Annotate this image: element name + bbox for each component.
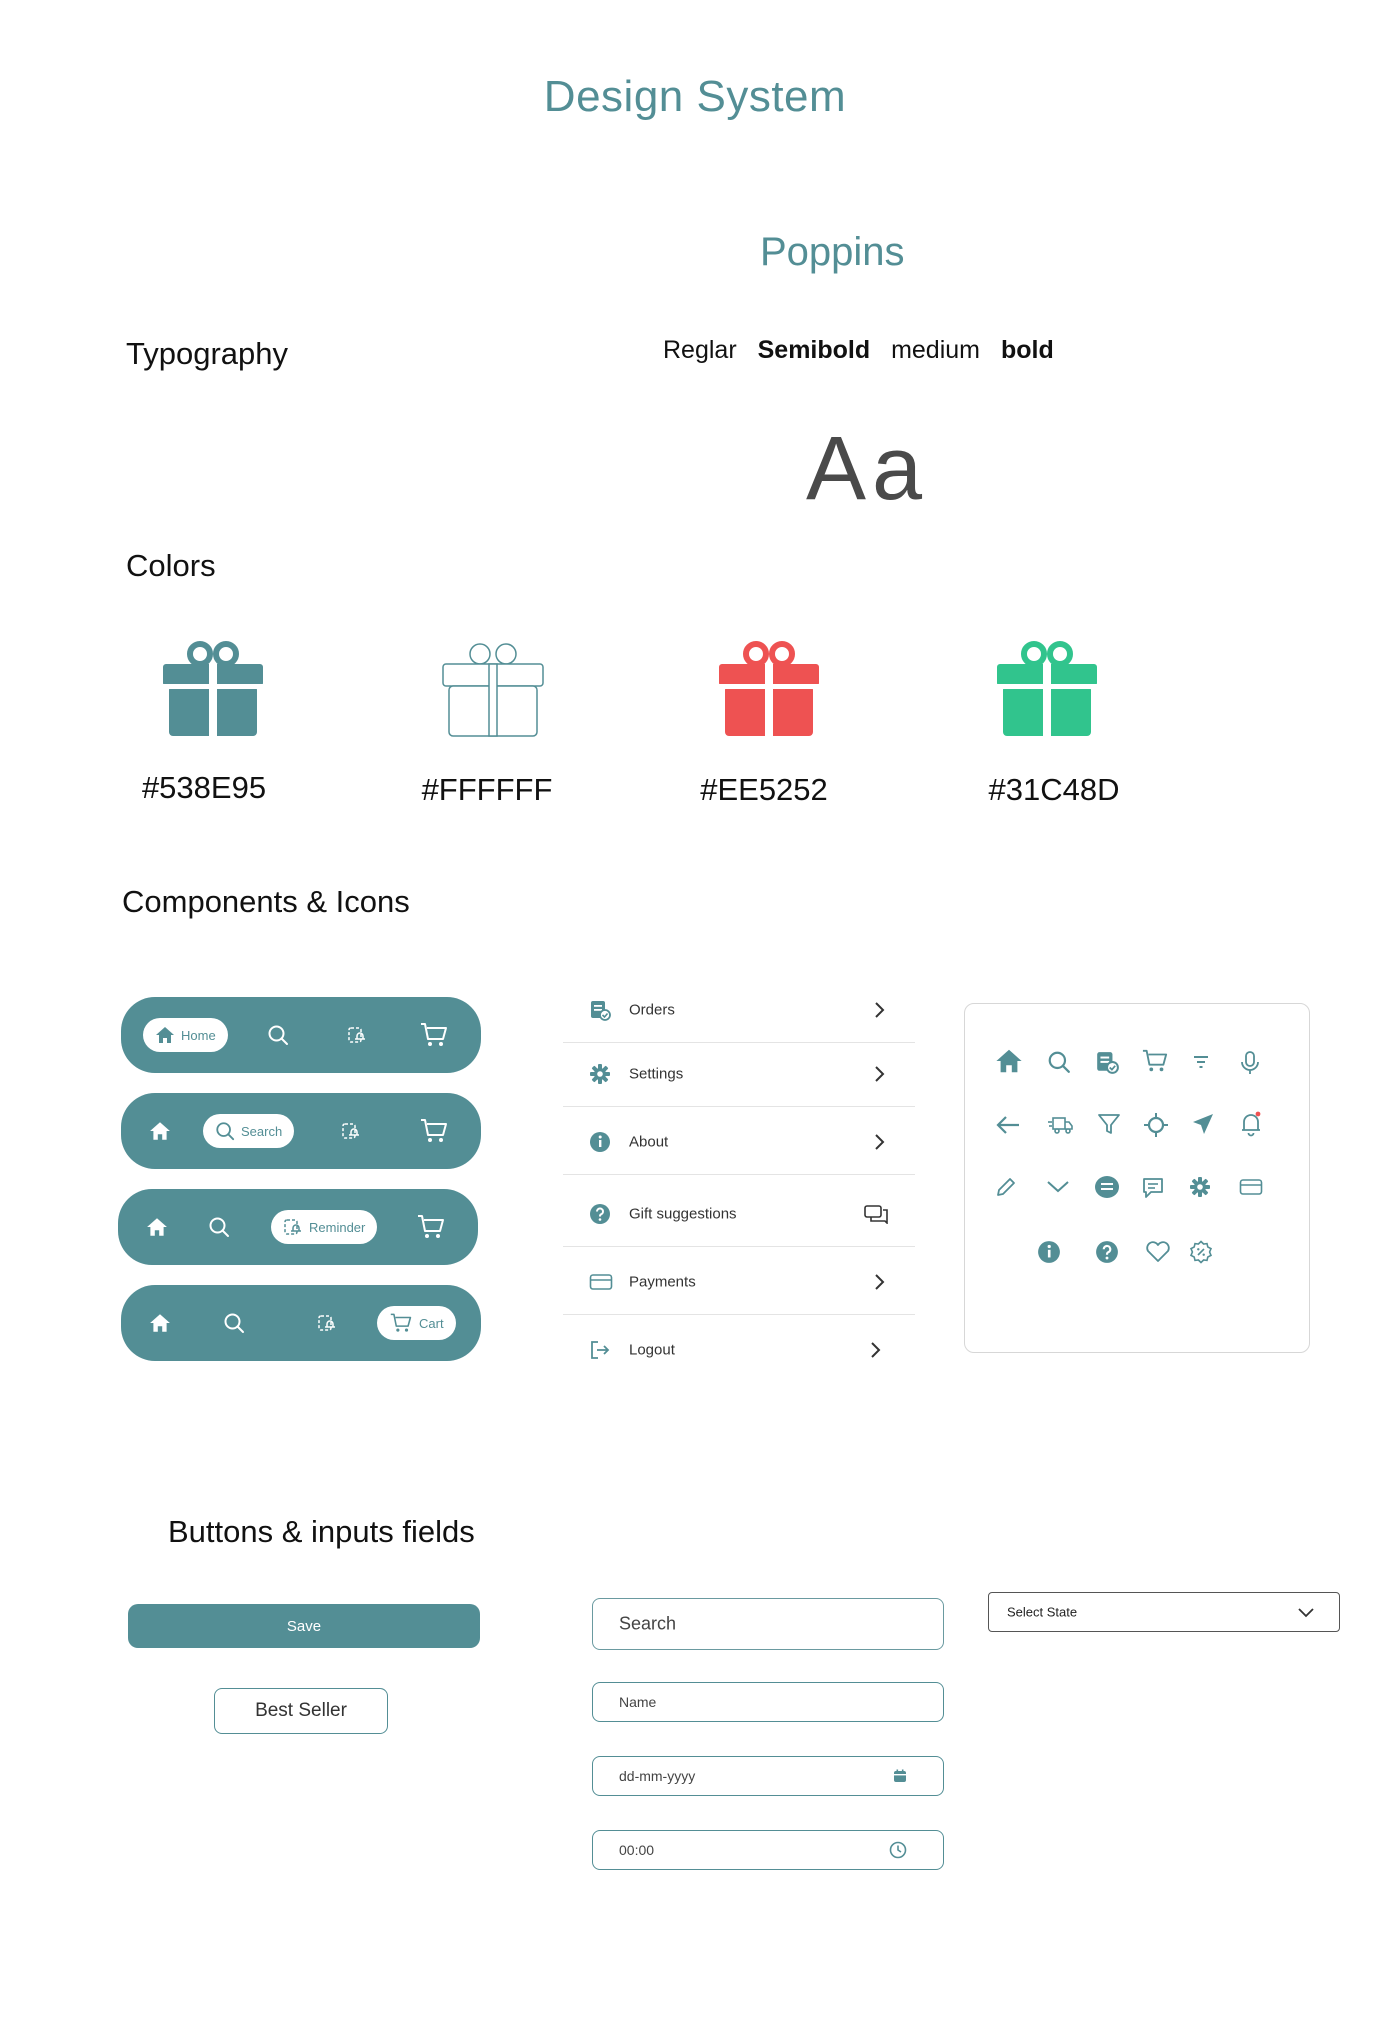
save-button[interactable]: Save [128,1604,480,1648]
nav-reminder-tab[interactable] [271,1210,377,1244]
nav-search-tab[interactable] [208,1216,230,1238]
weight-bold: bold [1000,336,1054,364]
menu-item-label: About [629,1133,669,1151]
date-field[interactable] [592,1756,944,1796]
nav-reminder-tab[interactable] [317,1313,337,1333]
chevron-right-icon [873,1065,885,1083]
gift-icon [438,640,548,740]
nav-reminder-tab[interactable] [347,1025,367,1045]
icon-set-panel [964,1003,1310,1353]
page-title: Design System [543,72,847,121]
weight-regular: Reglar [663,336,737,364]
typography-heading: Typography [126,336,288,371]
forms-heading: Buttons & inputs fields [168,1514,475,1549]
cart-icon [389,1312,413,1334]
reminder-icon [347,1025,367,1045]
delivery-truck-icon [1047,1114,1075,1142]
chevron-down-icon [1297,1606,1315,1618]
color-hex-label: #31C48D [988,772,1120,807]
search-input[interactable] [592,1598,944,1650]
bottom-nav-home-active [121,997,481,1073]
orders-icon [589,999,611,1021]
discount-badge-icon [1189,1240,1217,1268]
menu-item-label: Gift suggestions [629,1205,737,1223]
colors-heading: Colors [126,548,216,583]
search-icon [223,1312,245,1334]
search-icon [215,1121,235,1141]
time-field[interactable] [592,1830,944,1870]
chevron-right-icon [873,1133,885,1151]
type-sample: Aa [806,419,929,519]
home-icon [149,1313,171,1333]
nav-cart-tab[interactable] [377,1306,456,1340]
search-placeholder: Search [619,1613,677,1634]
nav-home-tab[interactable] [146,1217,168,1237]
nav-search-tab[interactable] [267,1024,289,1046]
nav-search-tab[interactable] [203,1114,294,1148]
time-placeholder: 00:00 [619,1842,655,1858]
search-icon [1047,1050,1075,1078]
nav-label: Search [241,1123,283,1139]
weight-semibold: Semibold [757,336,871,364]
info-icon [589,1131,611,1153]
font-weights [663,336,1068,365]
select-label: Select State [1007,1604,1078,1620]
nav-cart-tab[interactable] [416,1213,446,1241]
arrow-left-icon [995,1114,1023,1142]
nav-label: Cart [419,1315,444,1331]
home-icon [995,1048,1023,1076]
cart-icon [419,1021,449,1049]
crosshair-icon [1143,1112,1171,1140]
components-heading: Components & Icons [122,884,410,919]
name-placeholder: Name [619,1694,657,1710]
menu-item-label: Settings [629,1065,684,1083]
filter-lines-icon [1191,1052,1219,1080]
card-icon [1239,1178,1267,1206]
best-seller-button[interactable]: Best Seller [214,1688,388,1734]
search-icon [267,1024,289,1046]
nav-home-tab[interactable] [143,1018,228,1052]
card-icon [589,1273,613,1291]
nav-cart-tab[interactable] [419,1021,449,1049]
menu-item-logout[interactable] [563,1318,915,1382]
menu-item-payments[interactable] [563,1250,915,1315]
nav-home-tab[interactable] [149,1313,171,1333]
gift-icon [158,640,268,740]
menu-item-label: Logout [629,1341,675,1359]
heart-icon [1145,1240,1173,1268]
calendar-icon[interactable] [893,1769,907,1783]
gift-icon [714,640,824,740]
gear-icon [1189,1176,1217,1204]
chevron-right-icon [873,1273,885,1291]
menu-item-label: Payments [629,1273,696,1291]
bottom-nav-cart-active [121,1285,481,1361]
state-select[interactable] [988,1592,1340,1632]
pencil-icon [995,1176,1023,1204]
cart-icon [416,1213,446,1241]
gear-icon [589,1063,611,1085]
nav-cart-tab[interactable] [419,1117,449,1145]
clock-icon[interactable] [889,1841,907,1859]
color-hex-label: #FFFFFF [421,772,553,807]
help-icon [589,1203,611,1225]
gift-icon [992,640,1102,740]
home-icon [155,1026,175,1044]
bottom-nav-reminder-active [118,1189,478,1265]
funnel-icon [1097,1112,1125,1140]
reminder-icon [317,1313,337,1333]
date-placeholder: dd-mm-yyyy [619,1768,696,1784]
cart-icon [1141,1048,1169,1076]
send-icon [1191,1112,1219,1140]
chevron-right-icon [869,1341,881,1359]
bottom-nav-search-active [121,1093,481,1169]
reminder-icon [283,1217,303,1237]
chevron-down-icon [1045,1178,1073,1206]
home-icon [146,1217,168,1237]
home-icon [149,1121,171,1141]
orders-icon [1095,1050,1123,1078]
nav-home-tab[interactable] [149,1121,171,1141]
weight-medium: medium [891,336,980,364]
menu-item-label: Orders [629,1001,675,1019]
mic-icon [1239,1050,1267,1078]
nav-label: Reminder [309,1219,366,1235]
menu-item-settings[interactable] [563,1042,915,1107]
info-icon [1037,1240,1065,1268]
font-name: Poppins [760,230,905,274]
color-hex-label: #EE5252 [700,772,828,807]
nav-reminder-tab[interactable] [341,1121,361,1141]
chevron-right-icon [873,1001,885,1019]
help-icon [1095,1240,1123,1268]
nav-label: Home [181,1027,216,1043]
menu-item-gift-suggestions[interactable] [563,1182,915,1247]
message-icon [1093,1174,1121,1202]
chat-bubbles-icon [863,1204,889,1224]
logout-icon [589,1339,611,1361]
search-icon [208,1216,230,1238]
reminder-icon [341,1121,361,1141]
cart-icon [419,1117,449,1145]
nav-search-tab[interactable] [223,1312,245,1334]
name-field[interactable] [592,1682,944,1722]
menu-item-orders[interactable] [563,978,915,1043]
bell-icon [1239,1110,1267,1138]
chat-icon [1141,1176,1169,1204]
color-hex-label: #538E95 [141,770,267,805]
menu-item-about[interactable] [563,1110,915,1175]
